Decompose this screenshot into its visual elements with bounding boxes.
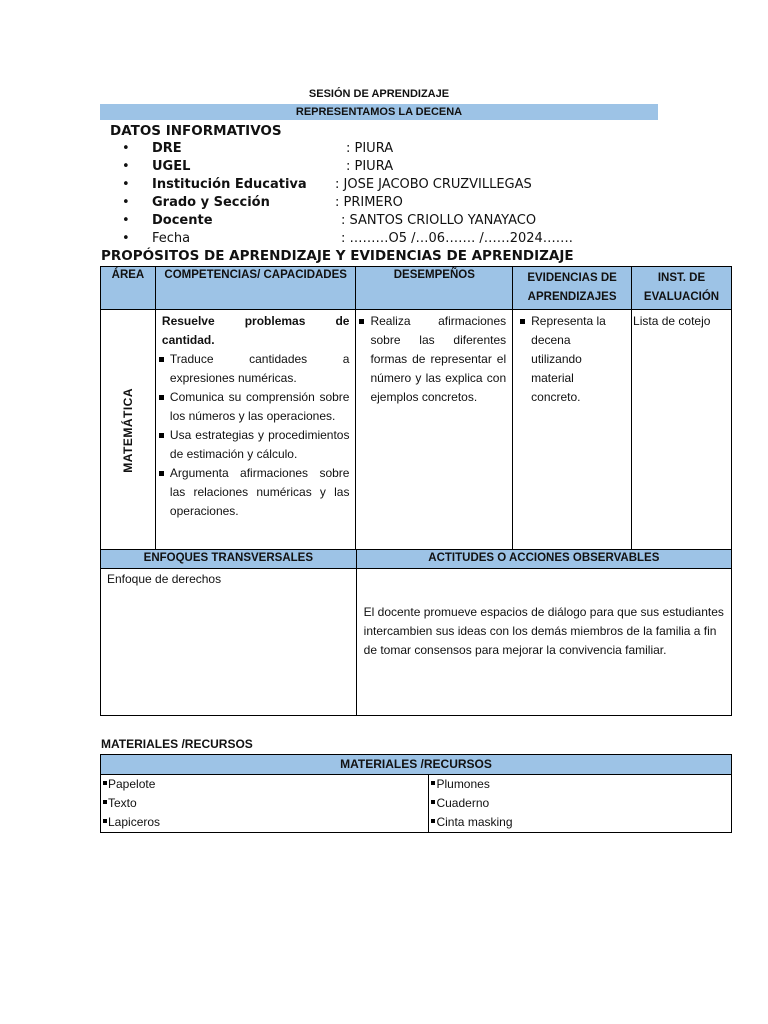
square-bullet-icon — [103, 800, 107, 804]
square-bullet-icon — [103, 819, 107, 823]
evidencias-cell — [513, 310, 632, 554]
datos-value: : PIURA — [346, 159, 394, 174]
material-item — [101, 775, 429, 795]
datos-label: UGEL — [152, 159, 191, 174]
datos-list — [122, 140, 642, 250]
col-instrumento-header: INST. DE EVALUACIÓN — [632, 267, 732, 310]
enfoques-header: ENFOQUES TRANSVERSALES — [101, 550, 357, 569]
materiales-header: MATERIALES /RECURSOS — [101, 755, 732, 775]
material-item — [429, 775, 732, 795]
bullet-icon: • — [122, 177, 130, 192]
material-item — [429, 813, 732, 833]
bullet-icon: • — [122, 159, 130, 174]
materiales-label: MATERIALES /RECURSOS — [101, 737, 253, 751]
capacidad-item: Usa estrategias y procedimientos de estimación y cálculo. — [158, 426, 350, 464]
evidencias-list — [519, 312, 623, 407]
material-text: Cinta masking — [436, 815, 513, 829]
datos-label: Grado y Sección — [152, 195, 270, 210]
capacidades-list — [158, 350, 350, 521]
material-text: Lapiceros — [108, 815, 161, 829]
material-text: Plumones — [436, 777, 490, 791]
bullet-icon: • — [122, 213, 130, 228]
session-subtitle-band: REPRESENTAMOS LA DECENA — [100, 104, 658, 120]
material-item — [429, 794, 732, 813]
datos-label: Fecha — [152, 231, 191, 246]
materiales-row — [101, 813, 732, 833]
propositos-body-row — [101, 310, 732, 554]
propositos-heading: PROPÓSITOS DE APRENDIZAJE Y EVIDENCIAS DE APRENDIZAJE — [101, 248, 574, 264]
datos-label: DRE — [152, 141, 182, 156]
material-text: Papelote — [108, 777, 156, 791]
capacidad-item: Argumenta afirmaciones sobre las relaciones numéricas y las operaciones. — [158, 464, 350, 521]
material-item — [101, 794, 429, 813]
material-item — [101, 813, 429, 833]
acciones-header: ACTITUDES O ACCIONES OBSERVABLES — [356, 550, 731, 569]
square-bullet-icon — [431, 800, 435, 804]
material-text: Cuaderno — [436, 796, 490, 810]
bullet-icon: • — [122, 195, 130, 210]
col-evidencias-header: EVIDENCIAS DE APRENDIZAJES — [513, 267, 632, 310]
materiales-row — [101, 794, 732, 813]
col-area-header: ÁREA — [101, 267, 156, 310]
materiales-header-row — [101, 755, 732, 775]
datos-value: : JOSE JACOBO CRUZVILLEGAS — [335, 177, 532, 192]
datos-value: : SANTOS CRIOLLO YANAYACO — [341, 213, 537, 228]
enfoques-header-row — [101, 550, 732, 569]
bullet-icon: • — [122, 141, 130, 156]
instrumento-cell: Lista de cotejo — [632, 310, 732, 554]
evidencia-item: Representa la decena utilizando material concreto. — [519, 312, 623, 407]
enfoque-cell: Enfoque de derechos — [101, 569, 357, 716]
col-desempenos-header: DESEMPEÑOS — [356, 267, 513, 310]
competencias-cell — [155, 310, 356, 554]
datos-value: : ………O5 /…06……. /……2024……. — [341, 231, 573, 246]
datos-informativos-heading: DATOS INFORMATIVOS — [110, 123, 282, 139]
desempenos-list — [358, 312, 506, 407]
document-title: SESIÓN DE APRENDIZAJE — [308, 88, 450, 100]
datos-value: : PIURA — [346, 141, 394, 156]
area-label: MATEMÁTICA — [120, 387, 135, 473]
desempenos-cell — [356, 310, 513, 554]
propositos-header-row — [101, 267, 732, 310]
square-bullet-icon — [431, 819, 435, 823]
enfoques-table — [100, 549, 732, 716]
bullet-icon: • — [122, 231, 130, 246]
competencia-title: Resuelve problemas de cantidad. — [161, 314, 350, 347]
capacidad-item: Comunica su comprensión sobre los números y las operaciones. — [158, 388, 350, 426]
material-text: Texto — [108, 796, 137, 810]
square-bullet-icon — [431, 781, 435, 785]
square-bullet-icon — [103, 781, 107, 785]
capacidad-item: Traduce cantidades a expresiones numéricas. — [158, 350, 350, 388]
desempeno-item: Realiza afirmaciones sobre las diferentes formas de representar el número y las explica con ejemplos concretos. — [358, 312, 506, 407]
materiales-table — [100, 754, 732, 833]
accion-cell: El docente promueve espacios de diálogo para que sus estudiantes intercambien sus ideas con los demás miembros de la familia a fin de tomar consensos para mejorar la convivencia familiar. — [356, 569, 731, 716]
area-cell — [101, 310, 156, 554]
datos-value: : PRIMERO — [335, 195, 403, 210]
enfoques-body-row — [101, 569, 732, 716]
datos-label: Docente — [152, 213, 213, 228]
col-competencias-header: COMPETENCIAS/ CAPACIDADES — [155, 267, 356, 310]
datos-label: Institución Educativa — [152, 177, 307, 192]
propositos-table — [100, 266, 732, 554]
materiales-row — [101, 775, 732, 795]
